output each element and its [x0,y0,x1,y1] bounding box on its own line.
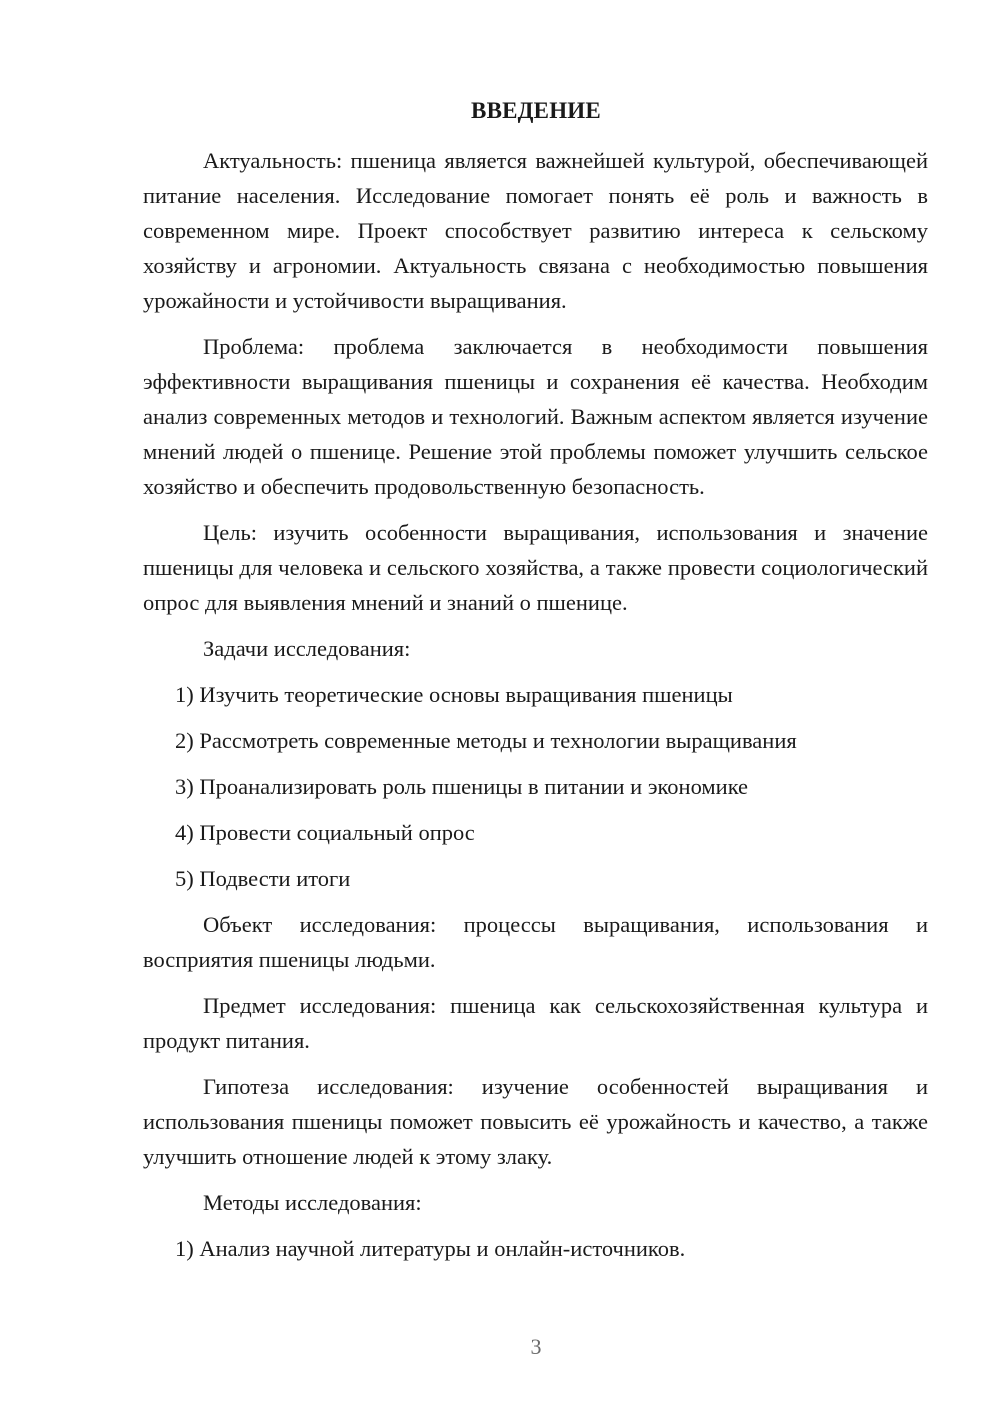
page-number: 3 [530,1334,542,1359]
task-list-item: 4) Провести социальный опрос [175,820,475,845]
task-list-item: 1) Изучить теоретические основы выращивания пшеницы [175,682,733,707]
goal-paragraph: Цель: изучить особенности выращивания, использования и значение пшеницы для человека и сельского хозяйства, а также провести социологический опрос для выявления мнений и знаний о пшенице. [143,520,928,615]
hypothesis-paragraph: Гипотеза исследования: изучение особенностей выращивания и использования пшеницы поможет повысить её урожайность и качество, а также улучшить отношение людей к этому злаку. [143,1074,928,1169]
task-list-item: 2) Рассмотреть современные методы и технологии выращивания [175,728,797,753]
relevance-paragraph: Актуальность: пшеница является важнейшей культурой, обеспечивающей питание населения. Исследование помогает понять её роль и важность в современном мире. Проект способствует развитию интереса к сельскому хозяйству и агрономии. Актуальность связана с необходимостью повышения урожайности и устойчивости выращивания. [143,148,928,313]
page-title: ВВЕДЕНИЕ [471,98,601,123]
problem-paragraph: Проблема: проблема заключается в необходимости повышения эффективности выращивания пшеницы и сохранения её качества. Необходим анализ современных методов и технологий. Важным аспектом является изучение мнений людей о пшенице. Решение этой проблемы поможет улучшить сельское хозяйство и обеспечить продовольственную безопасность. [143,334,928,499]
task-list-item: 3) Проанализировать роль пшеницы в питании и экономике [175,774,749,799]
method-list-item: 1) Анализ научной литературы и онлайн-источников. [175,1236,686,1261]
task-list-item: 5) Подвести итоги [175,866,351,891]
subject-paragraph: Предмет исследования: пшеница как сельскохозяйственная культура и продукт питания. [143,993,928,1053]
document-body [143,143,928,1277]
object-paragraph: Объект исследования: процессы выращивания, использования и восприятия пшеницы людьми. [143,912,928,972]
tasks-heading: Задачи исследования: [203,636,411,661]
methods-heading: Методы исследования: [203,1190,422,1215]
